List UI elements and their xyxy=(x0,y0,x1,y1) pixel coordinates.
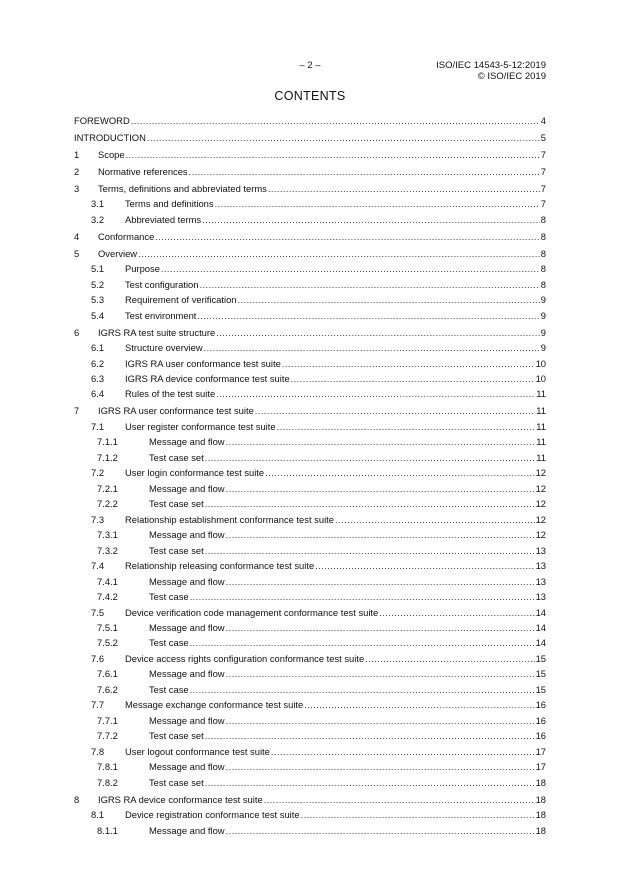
dot-leader xyxy=(365,651,534,666)
toc-entry-title: Test environment xyxy=(125,309,197,321)
toc-entry-number: 7.8.1 xyxy=(97,761,118,773)
toc-entry-title: Terms, definitions and abbreviated terms xyxy=(98,182,267,194)
toc-entry[interactable] xyxy=(74,589,546,604)
toc-entry-page: 12 xyxy=(535,482,546,494)
toc-entry-page: 7 xyxy=(540,182,546,194)
toc-entry-title: Test configuration xyxy=(125,278,199,290)
toc-entry-page: 17 xyxy=(535,761,546,773)
toc-entry-number: 8.1 xyxy=(91,809,105,821)
dot-leader xyxy=(301,807,535,822)
dot-leader xyxy=(161,261,540,276)
toc-entry-title: Message exchange conformance test suite xyxy=(125,699,304,711)
toc-entry[interactable] xyxy=(74,558,546,573)
toc-entry-title: Test case xyxy=(149,637,189,649)
toc-entry-page: 12 xyxy=(535,513,546,525)
toc-entry-number: 2 xyxy=(74,165,80,177)
toc-entry[interactable] xyxy=(74,246,546,261)
toc-entry-page: 10 xyxy=(535,373,546,384)
dot-leader xyxy=(226,759,535,774)
toc-entry[interactable] xyxy=(74,325,546,340)
toc-entry-number: 7.5.1 xyxy=(97,622,118,633)
toc-entry[interactable] xyxy=(74,371,546,386)
toc-entry-page: 8 xyxy=(540,230,546,242)
dot-leader xyxy=(215,196,540,211)
toc-entry[interactable] xyxy=(74,496,546,511)
toc-entry-page: 8 xyxy=(540,247,546,259)
toc-entry-title: Overview xyxy=(98,247,138,259)
toc-entry-number: 3.1 xyxy=(91,198,105,210)
dot-leader xyxy=(126,147,540,162)
toc-entry-title: Purpose xyxy=(125,263,160,275)
toc-entry[interactable] xyxy=(74,666,546,681)
toc-entry-title: Message and flow xyxy=(149,482,225,494)
toc-entry-title: Test case set xyxy=(149,498,204,510)
toc-entry-title: Structure overview xyxy=(125,342,203,354)
toc-entry[interactable] xyxy=(74,277,546,292)
toc-entry-title: Abbreviated terms xyxy=(125,213,202,225)
toc-entry-page: 13 xyxy=(535,560,546,572)
toc-entry-page: 16 xyxy=(535,714,546,726)
dot-leader xyxy=(226,434,536,449)
toc-entry[interactable] xyxy=(74,147,546,162)
toc-entry-page: 13 xyxy=(535,575,546,587)
dot-leader xyxy=(155,229,540,244)
toc-entry-number: 6.4 xyxy=(91,388,105,400)
toc-entry-page: 14 xyxy=(535,622,546,633)
toc-entry[interactable] xyxy=(74,450,546,465)
toc-entry-number: 7.2.1 xyxy=(97,482,118,494)
toc-entry-page: 13 xyxy=(535,544,546,556)
toc-entry[interactable] xyxy=(74,229,546,244)
dot-leader xyxy=(255,403,535,418)
toc-entry[interactable] xyxy=(74,759,546,774)
toc-entry-title: Message and flow xyxy=(149,761,225,773)
toc-entry-number: 4 xyxy=(74,230,80,242)
toc-entry[interactable] xyxy=(74,651,546,666)
copyright-line: © ISO/IEC 2019 xyxy=(477,71,546,82)
toc-entry[interactable] xyxy=(74,196,546,211)
toc-entry-title: User register conformance test suite xyxy=(125,420,276,432)
toc-entry-number: 7.6.2 xyxy=(97,683,118,695)
toc-entry[interactable] xyxy=(74,682,546,697)
toc-entry[interactable] xyxy=(74,728,546,743)
toc-entry-title: IGRS RA device conformance test suite xyxy=(125,373,290,384)
toc-entry-page: 7 xyxy=(540,165,546,177)
toc-entry-title: Test case xyxy=(149,591,189,603)
toc-entry-title: User login conformance test suite xyxy=(125,467,265,479)
toc-entry-page: 15 xyxy=(535,668,546,680)
toc-entry-title: IGRS RA device conformance test suite xyxy=(98,793,263,805)
toc-entry[interactable] xyxy=(74,434,546,449)
dot-leader xyxy=(197,308,539,323)
toc-entry[interactable] xyxy=(74,181,546,196)
toc-entry-page: 18 xyxy=(535,793,546,805)
toc-entry-number: 6.3 xyxy=(91,373,105,384)
toc-entry-title: Scope xyxy=(98,148,125,160)
dot-leader xyxy=(226,620,535,635)
toc-entry-title: Test case set xyxy=(149,730,204,742)
toc-entry-page: 18 xyxy=(535,824,546,836)
toc-entry-title: Message and flow xyxy=(149,714,225,726)
toc-entry[interactable] xyxy=(74,512,546,527)
toc-entry-title: Relationship establishment conformance test suite xyxy=(125,513,334,525)
dot-leader xyxy=(277,419,536,434)
toc-entry-page: 12 xyxy=(535,498,546,510)
toc-entry-title: Test case xyxy=(149,683,189,695)
toc-entry[interactable] xyxy=(74,713,546,728)
toc-entry-page: 16 xyxy=(535,699,546,711)
toc-entry-number: 7.4.1 xyxy=(97,575,118,587)
toc-entry[interactable] xyxy=(74,527,546,542)
toc-entry-number: 7.7 xyxy=(91,699,105,711)
toc-entry-number: 3 xyxy=(74,182,80,194)
toc-entry-page: 9 xyxy=(540,294,546,306)
toc-entry-title: IGRS RA user conformance test suite xyxy=(98,405,254,417)
toc-entry-page: 11 xyxy=(536,436,546,448)
dot-leader xyxy=(216,386,535,401)
toc-entry-title: FOREWORD xyxy=(74,115,130,126)
dot-leader xyxy=(271,744,535,759)
toc-entry-page: 12 xyxy=(535,467,546,479)
toc-entry-number: 7.8.2 xyxy=(97,776,118,788)
toc-entry-title: Test case set xyxy=(149,451,204,463)
toc-entry-page: 8 xyxy=(540,213,546,225)
toc-entry-page: 9 xyxy=(540,309,546,321)
toc-entry-number: 1 xyxy=(74,148,80,160)
toc-entry-number: 7.4 xyxy=(91,560,105,572)
toc-entry[interactable] xyxy=(74,419,546,434)
toc-entry[interactable] xyxy=(74,605,546,620)
toc-entry[interactable] xyxy=(74,543,546,558)
dot-leader xyxy=(131,113,540,128)
dot-leader xyxy=(190,635,535,650)
toc-entry-number: 7.3.2 xyxy=(97,544,118,556)
toc-entry-page: 11 xyxy=(536,388,546,400)
toc-entry-number: 5.3 xyxy=(91,294,105,306)
dot-leader xyxy=(268,181,540,196)
toc-entry[interactable] xyxy=(74,620,546,635)
toc-entry-page: 9 xyxy=(540,342,546,354)
toc-entry-page: 15 xyxy=(535,652,546,664)
toc-entry-title: Rules of the test suite xyxy=(125,388,216,400)
toc-entry-number: 7 xyxy=(74,405,80,417)
dot-leader xyxy=(216,325,540,340)
toc-entry-number: 7.5 xyxy=(91,606,105,618)
dot-leader xyxy=(138,246,540,261)
dot-leader xyxy=(204,340,540,355)
toc-entry[interactable] xyxy=(74,164,546,179)
toc-entry-number: 8 xyxy=(74,793,80,805)
toc-entry-number: 7.8 xyxy=(91,745,105,757)
toc-entry-title: INTRODUCTION xyxy=(74,131,146,143)
dot-leader xyxy=(205,543,535,558)
toc-entry[interactable] xyxy=(74,403,546,418)
toc-entry[interactable] xyxy=(74,792,546,807)
toc-entry-number: 7.2.2 xyxy=(97,498,118,510)
toc-entry[interactable] xyxy=(74,340,546,355)
dot-leader xyxy=(291,371,535,386)
toc-entry[interactable] xyxy=(74,113,546,128)
toc-entry-page: 9 xyxy=(540,326,546,338)
toc-entry[interactable] xyxy=(74,261,546,276)
toc-entry-title: Message and flow xyxy=(149,529,225,541)
toc-entry-number: 7.1.2 xyxy=(97,451,118,463)
dot-leader xyxy=(226,481,535,496)
toc-entry-page: 7 xyxy=(540,198,546,210)
dot-leader xyxy=(189,164,540,179)
toc-entry-title: Normative references xyxy=(98,165,188,177)
toc-entry[interactable] xyxy=(74,465,546,480)
toc-entry-page: 11 xyxy=(536,420,546,432)
dot-leader xyxy=(205,450,536,465)
dot-leader xyxy=(205,775,535,790)
toc-entry-page: 18 xyxy=(535,809,546,821)
document-id: ISO/IEC 14543-5-12:2019 xyxy=(436,60,546,71)
toc-entry-title: Message and flow xyxy=(149,436,225,448)
toc-entry-page: 11 xyxy=(536,405,546,417)
toc-entry[interactable] xyxy=(74,775,546,790)
dot-leader xyxy=(265,465,534,480)
toc-entry-number: 3.2 xyxy=(91,213,105,225)
page-number: – 2 – xyxy=(299,60,321,71)
toc-entry-number: 7.1 xyxy=(91,420,105,432)
dot-leader xyxy=(147,130,540,145)
toc-entry-number: 5.1 xyxy=(91,263,105,275)
toc-entry-title: User logout conformance test suite xyxy=(125,745,270,757)
toc-entry-title: Requirement of verification xyxy=(125,294,237,306)
dot-leader xyxy=(226,527,535,542)
toc-entry-title: Test case set xyxy=(149,776,204,788)
dot-leader xyxy=(190,682,535,697)
toc-entry-title: Message and flow xyxy=(149,622,225,633)
toc-entry-number: 6.2 xyxy=(91,357,105,369)
dot-leader xyxy=(205,728,535,743)
toc-entry-title: IGRS RA test suite structure xyxy=(98,326,216,338)
toc-entry-number: 5.2 xyxy=(91,278,105,290)
toc-entry-title: Conformance xyxy=(98,230,155,242)
toc-entry-number: 5.4 xyxy=(91,309,105,321)
toc-entry[interactable] xyxy=(74,481,546,496)
toc-entry-number: 6 xyxy=(74,326,80,338)
toc-entry-number: 7.7.2 xyxy=(97,730,118,742)
toc-entry-title: Message and flow xyxy=(149,824,225,836)
dot-leader xyxy=(190,589,535,604)
toc-entry-number: 7.3 xyxy=(91,513,105,525)
toc-entry[interactable] xyxy=(74,130,546,145)
toc-entry-title: Device registration conformance test suite xyxy=(125,809,300,821)
toc-entry-title: Device verification code management conformance test suite xyxy=(125,606,379,618)
toc-entry[interactable] xyxy=(74,697,546,712)
toc-entry-number: 7.6 xyxy=(91,652,105,664)
toc-entry[interactable] xyxy=(74,807,546,822)
dot-leader xyxy=(199,277,539,292)
toc-entry-page: 10 xyxy=(535,357,546,369)
toc-entry-number: 7.2 xyxy=(91,467,105,479)
toc-entry[interactable] xyxy=(74,356,546,371)
toc-entry-number: 7.7.1 xyxy=(97,714,118,726)
dot-leader xyxy=(226,713,535,728)
toc-entry-page: 15 xyxy=(535,683,546,695)
toc-entry-page: 4 xyxy=(540,115,546,126)
dot-leader xyxy=(238,292,540,307)
dot-leader xyxy=(264,792,535,807)
toc-entry[interactable] xyxy=(74,574,546,589)
toc-entry-page: 17 xyxy=(535,745,546,757)
toc-entry-number: 7.4.2 xyxy=(97,591,118,603)
toc-entry-page: 7 xyxy=(540,148,546,160)
toc-entry[interactable] xyxy=(74,744,546,759)
dot-leader xyxy=(226,574,535,589)
toc-entry-page: 8 xyxy=(540,278,546,290)
toc-entry-page: 12 xyxy=(535,529,546,541)
toc-entry-page: 13 xyxy=(535,591,546,603)
page-title: CONTENTS xyxy=(274,89,346,103)
dot-leader xyxy=(226,666,535,681)
toc-entry-number: 6.1 xyxy=(91,342,105,354)
toc-entry-number: 7.6.1 xyxy=(97,668,118,680)
toc-entry-page: 11 xyxy=(536,451,546,463)
toc-entry-number: 8.1.1 xyxy=(97,824,118,836)
dot-leader xyxy=(205,496,535,511)
toc-entry[interactable] xyxy=(74,212,546,227)
table-of-contents xyxy=(74,113,546,838)
toc-entry-title: Message and flow xyxy=(149,575,225,587)
dot-leader xyxy=(335,512,535,527)
toc-entry[interactable] xyxy=(74,823,546,838)
toc-entry[interactable] xyxy=(74,386,546,401)
dot-leader xyxy=(379,605,534,620)
toc-entry-title: Message and flow xyxy=(149,668,225,680)
dot-leader xyxy=(282,356,535,371)
toc-entry-title: Test case set xyxy=(149,544,204,556)
toc-entry-title: IGRS RA user conformance test suite xyxy=(125,357,281,369)
toc-entry-page: 16 xyxy=(535,730,546,742)
toc-entry-title: Terms and definitions xyxy=(125,198,214,210)
toc-entry-page: 18 xyxy=(535,776,546,788)
dot-leader xyxy=(202,212,540,227)
toc-entry-number: 7.5.2 xyxy=(97,637,118,649)
toc-entry-page: 8 xyxy=(540,263,546,275)
toc-entry-page: 5 xyxy=(540,131,546,143)
dot-leader xyxy=(226,823,535,838)
toc-entry-number: 7.3.1 xyxy=(97,529,118,541)
toc-entry-number: 7.1.1 xyxy=(97,436,118,448)
toc-entry-page: 14 xyxy=(535,637,546,649)
toc-entry[interactable] xyxy=(74,292,546,307)
toc-entry[interactable] xyxy=(74,635,546,650)
toc-entry-title: Device access rights configuration conformance test suite xyxy=(125,652,365,664)
toc-entry-page: 14 xyxy=(535,606,546,618)
dot-leader xyxy=(315,558,534,573)
document-header xyxy=(436,60,546,82)
toc-entry-number: 5 xyxy=(74,247,80,259)
toc-entry[interactable] xyxy=(74,308,546,323)
toc-entry-title: Relationship releasing conformance test suite xyxy=(125,560,315,572)
dot-leader xyxy=(304,697,534,712)
